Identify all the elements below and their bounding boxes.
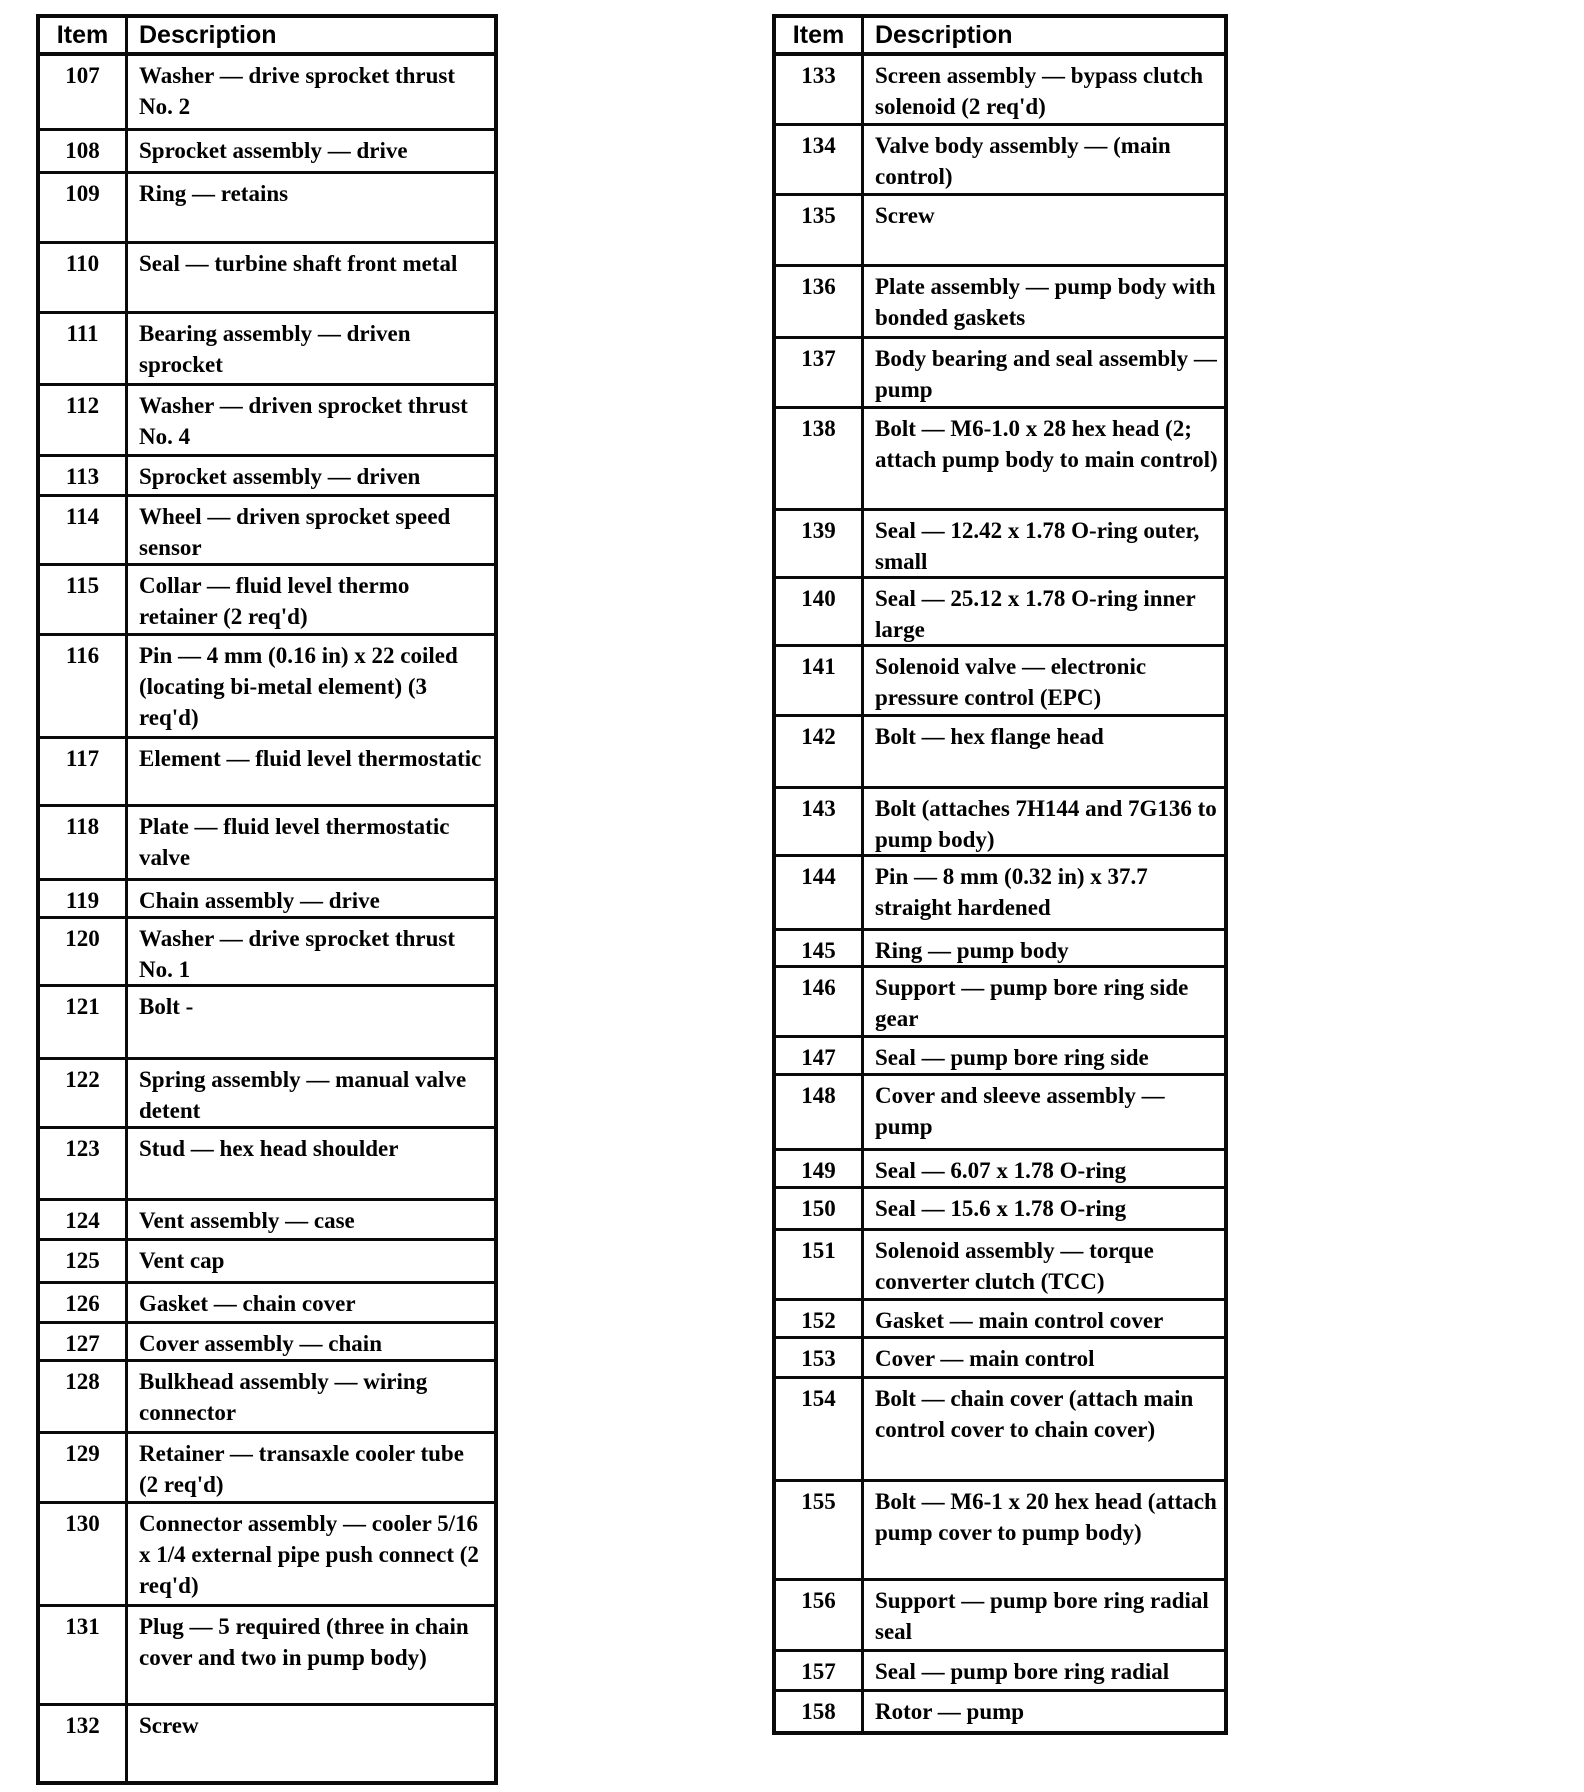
item-cell: 154 xyxy=(776,1379,864,1479)
description-cell: Seal — pump bore ring side xyxy=(875,1045,1149,1070)
table-row xyxy=(776,1151,1224,1189)
item-cell: 139 xyxy=(776,511,864,576)
description-cell: Connector assembly — cooler 5/16 x 1/4 external pipe push connect (2 req'd) xyxy=(139,1511,479,1598)
description-cell: Ring — retains xyxy=(139,181,289,206)
description-cell: Seal — 15.6 x 1.78 O-ring xyxy=(875,1196,1127,1221)
item-cell: 141 xyxy=(776,647,864,714)
item-cell: 151 xyxy=(776,1231,864,1298)
description-cell: Bolt — M6-1 x 20 hex head (attach pump cover to pump body) xyxy=(875,1489,1217,1545)
table-row xyxy=(776,339,1224,409)
description-cell: Vent cap xyxy=(139,1248,225,1273)
table-row xyxy=(40,244,494,314)
table-row xyxy=(40,131,494,174)
description-cell: Spring assembly — manual valve detent xyxy=(139,1067,467,1123)
item-cell: 127 xyxy=(40,1324,128,1359)
item-cell: 119 xyxy=(40,881,128,916)
parts-table-left xyxy=(36,14,498,1785)
table-row xyxy=(776,1482,1224,1581)
description-cell: Screw xyxy=(139,1713,199,1738)
item-cell: 140 xyxy=(776,579,864,644)
table-row xyxy=(776,1581,1224,1652)
description-cell: Seal — turbine shaft front metal xyxy=(139,251,458,276)
description-cell: Stud — hex head shoulder xyxy=(139,1136,399,1161)
table-row xyxy=(40,386,494,457)
item-cell: 137 xyxy=(776,339,864,406)
table-row xyxy=(40,881,494,919)
table-row xyxy=(776,511,1224,579)
table-row xyxy=(776,789,1224,857)
description-cell: Plate — fluid level thermostatic valve xyxy=(139,814,450,870)
description-cell: Gasket — main control cover xyxy=(875,1308,1164,1333)
table-row xyxy=(40,636,494,739)
item-cell: 121 xyxy=(40,987,128,1057)
description-cell: Vent assembly — case xyxy=(139,1208,355,1233)
table-row xyxy=(40,1607,494,1706)
item-cell: 111 xyxy=(40,314,128,383)
item-cell: 136 xyxy=(776,267,864,336)
header-row xyxy=(776,18,1224,56)
item-cell: 150 xyxy=(776,1189,864,1228)
description-cell: Plate assembly — pump body with bonded gaskets xyxy=(875,274,1216,330)
description-cell: Cover — main control xyxy=(875,1346,1095,1371)
description-cell: Seal — pump bore ring radial xyxy=(875,1659,1170,1684)
item-cell: 123 xyxy=(40,1129,128,1198)
item-cell: 143 xyxy=(776,789,864,854)
item-cell: 131 xyxy=(40,1607,128,1703)
item-cell: 114 xyxy=(40,497,128,563)
item-cell: 116 xyxy=(40,636,128,736)
table-row xyxy=(776,126,1224,196)
description-cell: Sprocket assembly — driven xyxy=(139,464,421,489)
description-cell: Washer — drive sprocket thrust No. 2 xyxy=(139,63,456,119)
table-row xyxy=(776,267,1224,339)
item-cell: 138 xyxy=(776,409,864,508)
table-row xyxy=(40,1201,494,1241)
item-cell: 118 xyxy=(40,807,128,878)
item-cell: 148 xyxy=(776,1076,864,1148)
item-cell: 144 xyxy=(776,857,864,928)
item-cell: 126 xyxy=(40,1284,128,1321)
item-cell: 110 xyxy=(40,244,128,311)
item-cell: 142 xyxy=(776,717,864,786)
item-column-header: Item xyxy=(776,18,864,52)
item-cell: 146 xyxy=(776,968,864,1035)
table-row xyxy=(776,1379,1224,1482)
description-column-header: Description xyxy=(875,21,1013,49)
table-row xyxy=(40,987,494,1060)
item-cell: 120 xyxy=(40,919,128,984)
table-row xyxy=(776,1339,1224,1379)
item-cell: 130 xyxy=(40,1504,128,1604)
item-cell: 132 xyxy=(40,1706,128,1781)
description-cell: Washer — driven sprocket thrust No. 4 xyxy=(139,393,468,449)
table-row xyxy=(40,1324,494,1362)
table-row xyxy=(776,1189,1224,1231)
description-cell: Cover assembly — chain xyxy=(139,1331,382,1356)
table-row xyxy=(776,196,1224,267)
item-cell: 122 xyxy=(40,1060,128,1126)
table-row xyxy=(40,497,494,566)
table-row xyxy=(776,647,1224,717)
table-row xyxy=(776,1301,1224,1339)
description-cell: Solenoid valve — electronic pressure control (EPC) xyxy=(875,654,1147,710)
description-cell: Element — fluid level thermostatic xyxy=(139,746,482,771)
description-cell: Washer — drive sprocket thrust No. 1 xyxy=(139,926,456,982)
description-cell: Bolt — hex flange head xyxy=(875,724,1104,749)
description-cell: Support — pump bore ring radial seal xyxy=(875,1588,1209,1644)
table-row xyxy=(40,1241,494,1284)
item-cell: 113 xyxy=(40,457,128,494)
table-row xyxy=(40,314,494,386)
item-cell: 109 xyxy=(40,174,128,241)
table-row xyxy=(40,174,494,244)
table-row xyxy=(40,1706,494,1781)
item-cell: 157 xyxy=(776,1652,864,1689)
description-cell: Bolt — chain cover (attach main control cover to chain cover) xyxy=(875,1386,1194,1442)
table-row xyxy=(776,931,1224,968)
description-cell: Screw xyxy=(875,203,935,228)
table-row xyxy=(776,1038,1224,1076)
table-row xyxy=(776,56,1224,126)
table-row xyxy=(40,1284,494,1324)
description-cell: Wheel — driven sprocket speed sensor xyxy=(139,504,451,560)
description-cell: Seal — 12.42 x 1.78 O-ring outer, small xyxy=(875,518,1200,574)
item-cell: 112 xyxy=(40,386,128,454)
description-cell: Bolt - xyxy=(139,994,194,1019)
item-cell: 147 xyxy=(776,1038,864,1073)
description-cell: Pin — 4 mm (0.16 in) x 22 coiled (locating bi-metal element) (3 req'd) xyxy=(139,643,458,730)
table-row xyxy=(776,409,1224,511)
table-row xyxy=(40,457,494,497)
item-cell: 156 xyxy=(776,1581,864,1649)
description-cell: Ring — pump body xyxy=(875,938,1069,963)
item-cell: 124 xyxy=(40,1201,128,1238)
item-cell: 117 xyxy=(40,739,128,804)
description-cell: Screen assembly — bypass clutch solenoid (2 req'd) xyxy=(875,63,1203,119)
table-row xyxy=(40,807,494,881)
item-cell: 115 xyxy=(40,566,128,633)
table-row xyxy=(40,739,494,807)
table-row xyxy=(40,1129,494,1201)
description-cell: Rotor — pump xyxy=(875,1699,1025,1724)
description-cell: Support — pump bore ring side gear xyxy=(875,975,1189,1031)
description-cell: Solenoid assembly — torque converter clutch (TCC) xyxy=(875,1238,1154,1294)
item-column-header: Item xyxy=(40,18,128,52)
item-cell: 153 xyxy=(776,1339,864,1376)
table-row xyxy=(40,1504,494,1607)
description-cell: Body bearing and seal assembly — pump xyxy=(875,346,1217,402)
description-cell: Bulkhead assembly — wiring connector xyxy=(139,1369,428,1425)
item-cell: 158 xyxy=(776,1692,864,1731)
item-cell: 155 xyxy=(776,1482,864,1578)
table-row xyxy=(40,919,494,987)
item-cell: 133 xyxy=(776,56,864,123)
table-row xyxy=(776,1231,1224,1301)
item-cell: 125 xyxy=(40,1241,128,1281)
table-row xyxy=(40,1434,494,1504)
description-cell: Collar — fluid level thermo retainer (2 req'd) xyxy=(139,573,410,629)
description-cell: Retainer — transaxle cooler tube (2 req'd) xyxy=(139,1441,464,1497)
item-cell: 107 xyxy=(40,56,128,128)
table-row xyxy=(776,1652,1224,1692)
parts-table-right xyxy=(772,14,1228,1735)
item-cell: 149 xyxy=(776,1151,864,1186)
table-row xyxy=(776,968,1224,1038)
item-cell: 128 xyxy=(40,1362,128,1431)
table-row xyxy=(40,56,494,131)
description-cell: Seal — 25.12 x 1.78 O-ring inner large xyxy=(875,586,1196,642)
description-column-header: Description xyxy=(139,21,277,49)
header-row xyxy=(40,18,494,56)
table-row xyxy=(40,1060,494,1129)
description-cell: Bolt — M6-1.0 x 28 hex head (2; attach pump body to main control) xyxy=(875,416,1218,472)
description-cell: Chain assembly — drive xyxy=(139,888,380,913)
item-cell: 135 xyxy=(776,196,864,264)
table-row xyxy=(776,579,1224,647)
description-cell: Sprocket assembly — drive xyxy=(139,138,408,163)
description-cell: Cover and sleeve assembly — pump xyxy=(875,1083,1165,1139)
table-row xyxy=(40,566,494,636)
description-cell: Seal — 6.07 x 1.78 O-ring xyxy=(875,1158,1127,1183)
description-cell: Bolt (attaches 7H144 and 7G136 to pump body) xyxy=(875,796,1217,852)
item-cell: 108 xyxy=(40,131,128,171)
item-cell: 152 xyxy=(776,1301,864,1336)
table-row xyxy=(776,857,1224,931)
table-row xyxy=(776,1692,1224,1731)
table-row xyxy=(776,1076,1224,1151)
item-cell: 145 xyxy=(776,931,864,965)
description-cell: Plug — 5 required (three in chain cover and two in pump body) xyxy=(139,1614,469,1670)
description-cell: Bearing assembly — driven sprocket xyxy=(139,321,411,377)
table-row xyxy=(776,717,1224,789)
description-cell: Gasket — chain cover xyxy=(139,1291,356,1316)
table-row xyxy=(40,1362,494,1434)
item-cell: 134 xyxy=(776,126,864,193)
description-cell: Pin — 8 mm (0.32 in) x 37.7 straight hardened xyxy=(875,864,1148,920)
item-cell: 129 xyxy=(40,1434,128,1501)
description-cell: Valve body assembly — (main control) xyxy=(875,133,1171,189)
